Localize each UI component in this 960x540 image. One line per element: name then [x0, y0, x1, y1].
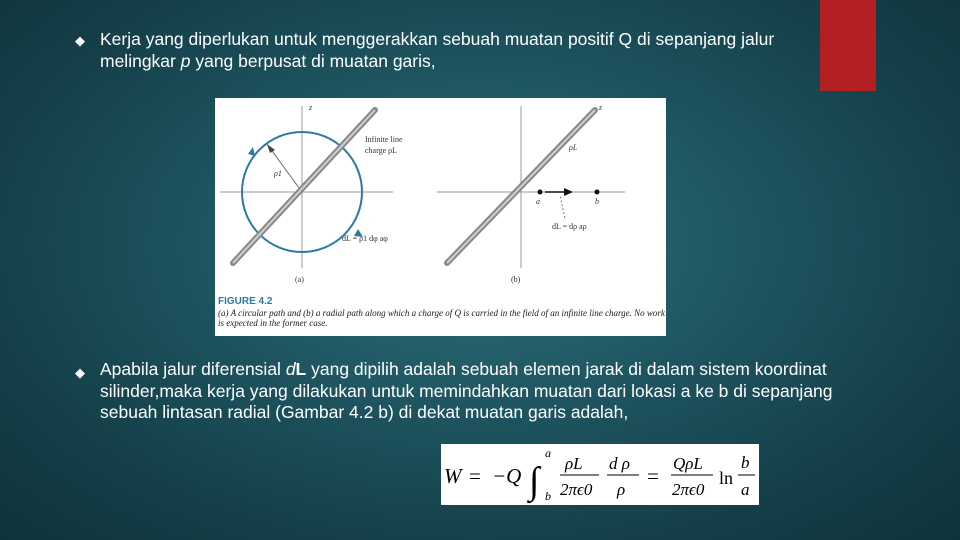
figure-4-2 — [215, 98, 666, 336]
line-charge-label: charge ρL — [365, 146, 398, 155]
formula-num-3: QρL — [673, 454, 703, 473]
bullet-1-text — [100, 29, 830, 72]
infinite-line-label: Infinite line — [365, 135, 403, 144]
bullet-2-part-3: L — [295, 359, 307, 379]
formula-W: W — [444, 464, 462, 488]
formula-num-2: d ρ — [609, 454, 630, 473]
formula-minus-Q: −Q — [492, 464, 522, 488]
bullet-2-part-4: yang dipilih adalah sebuah elemen jarak di dalam sistem koordinat silinder,maka kerja yang dilakukan untuk memindahkan muatan dari lokasi a ke b di sepanjang sebuah lintasan radial (Gambar 4.2 b) di dekat muatan garis adalah, — [100, 359, 833, 422]
diamond-bullet-icon: ◆ — [75, 365, 85, 380]
figure-caption — [218, 297, 666, 329]
panel-a-label: (a) — [295, 275, 304, 284]
formula-frac-a: a — [741, 480, 750, 499]
formula-upper-limit: a — [545, 446, 551, 460]
point-a-label: a — [536, 197, 540, 206]
axis-z-label-b: z — [599, 103, 603, 112]
rhoL-label: ρL — [569, 143, 578, 152]
rho1-label: ρ1 — [274, 169, 282, 178]
formula-num-1: ρL — [565, 454, 583, 473]
axis-z-label-a: z — [309, 103, 313, 112]
diamond-bullet-icon: ◆ — [75, 33, 85, 48]
integral-sign: ∫ — [529, 460, 540, 502]
bullet-2-part-2: d — [285, 359, 296, 379]
formula-den-3: 2πϵ0 — [672, 480, 705, 499]
formula-den-1: 2πϵ0 — [560, 480, 593, 499]
formula-den-2: ρ — [617, 480, 626, 499]
bullet-1-part-1: Kerja yang diperlukan untuk menggerakkan sebuah muatan positif Q di sepanjang jalur melingkar — [100, 29, 775, 71]
figure-caption-text: (a) A circular path and (b) a radial path along which a charge of Q is carried in the field of an infinite line charge. No work is expected in the former case. — [218, 307, 665, 328]
dL-circular-label: dL = ρ1 dφ aφ — [342, 234, 388, 243]
formula-lower-limit: b — [545, 489, 551, 503]
bullet-2-part-1: Apabila jalur diferensial — [100, 359, 286, 379]
bullet-1-part-2: p — [180, 50, 191, 71]
panel-b-label: (b) — [511, 275, 521, 284]
formula-ln: ln — [719, 468, 734, 488]
formula-frac-b: b — [741, 453, 750, 472]
point-b-label: b — [595, 197, 599, 206]
formula-eq-2: = — [647, 464, 659, 488]
work-formula — [441, 444, 759, 505]
bullet-2-text — [100, 359, 852, 424]
bullet-1-part-3: yang berpusat di muatan garis, — [190, 50, 436, 71]
formula-eq-1: = — [469, 464, 481, 488]
figure-caption-title: FIGURE 4.2 — [218, 296, 273, 307]
dL-radial-label: dL = dρ aρ — [552, 222, 587, 231]
